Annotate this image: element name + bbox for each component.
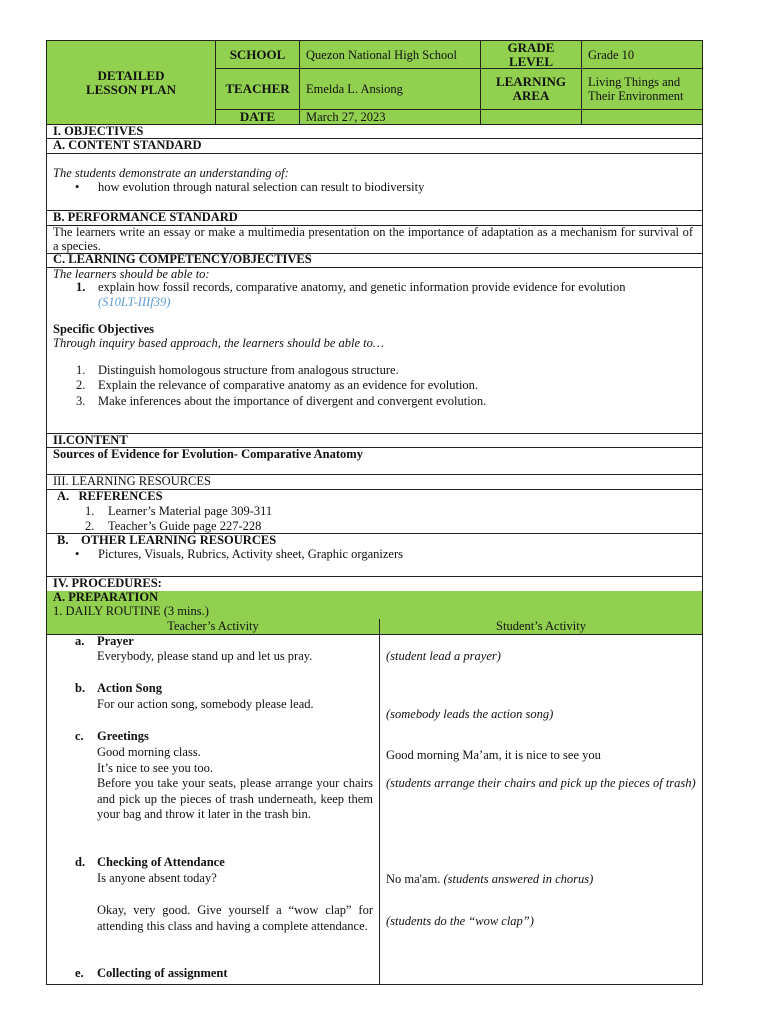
- reference-2-number: 2.: [85, 519, 95, 533]
- grade-level-label-text: GRADE LEVEL: [507, 39, 555, 69]
- teacher-value: Emelda L. Ansiong: [299, 68, 481, 110]
- grade-level-label: [480, 40, 582, 69]
- teacher-activity-header-text: Teacher’s Activity: [167, 619, 259, 633]
- specific-objectives-intro: Through inquiry based approach, the learners should be able to…: [53, 336, 384, 350]
- other-resources-label: B. OTHER LEARNING RESOURCES: [57, 533, 277, 547]
- specific-objective-2-text: Explain the relevance of comparative anatomy as an evidence for evolution.: [98, 378, 479, 392]
- lesson-plan-title: [46, 40, 216, 125]
- content-standard-body: [46, 153, 703, 211]
- wow-clap-student-response: (students do the “wow clap”): [386, 914, 534, 928]
- competency-body: [46, 267, 703, 434]
- daily-routine-heading: 1. DAILY ROUTINE (3 mins.): [46, 605, 703, 620]
- competency-item: [76, 280, 626, 295]
- specific-objective-2: [76, 378, 479, 393]
- attendance-student-response: [386, 872, 593, 887]
- school-label: SCHOOL: [215, 40, 300, 69]
- preparation-heading: A. PREPARATION: [46, 591, 703, 606]
- teacher-activity-header: [46, 619, 380, 635]
- song-letter: b.: [75, 681, 86, 695]
- song-title: Action Song: [97, 681, 162, 695]
- specific-objective-1: [76, 363, 399, 378]
- student-activity-column: [379, 634, 703, 985]
- prayer-letter: a.: [75, 634, 85, 648]
- content-heading: II.CONTENT: [46, 433, 703, 448]
- reference-1-text: Learner’s Material page 309-311: [108, 504, 273, 518]
- lesson-plan-title-text: DETAILED LESSON PLAN: [86, 67, 176, 97]
- date-label: DATE: [215, 109, 300, 125]
- specific-objective-3-text: Make inferences about the importance of divergent and convergent evolution.: [98, 394, 487, 408]
- performance-standard-heading: B. PERFORMANCE STANDARD: [46, 210, 703, 226]
- school-value: Quezon National High School: [299, 40, 481, 69]
- specific-objective-3: [76, 394, 487, 409]
- empty-cell-2: [581, 109, 703, 125]
- teacher-activity-column: [46, 634, 380, 985]
- student-activity-header-text: Student’s Activity: [496, 619, 586, 633]
- reference-1-number: 1.: [85, 504, 95, 518]
- content-standard-bullet: • how evolution through natural selection can result to biodiversity: [98, 180, 424, 195]
- other-resources-bullet: • Pictures, Visuals, Rubrics, Activity sheet, Graphic organizers: [98, 547, 403, 562]
- prayer-title: Prayer: [97, 634, 134, 648]
- competency-item-text: explain how fossil records, comparative anatomy, and genetic information provide evidence for evolution: [98, 280, 626, 294]
- arrange-chairs-student-response: (students arrange their chairs and pick up the pieces of trash): [386, 776, 696, 790]
- assignment-letter: e.: [75, 966, 84, 980]
- objectives-heading: I. OBJECTIVES: [46, 124, 703, 139]
- grade-level-value: Grade 10: [581, 40, 703, 69]
- learning-area-label: [480, 68, 582, 110]
- learning-area-value: Living Things and Their Environment: [581, 68, 703, 110]
- reference-1: [85, 504, 273, 519]
- content-standard-heading: A. CONTENT STANDARD: [46, 138, 703, 154]
- attendance-letter: d.: [75, 855, 86, 869]
- attendance-text: Is anyone absent today?: [97, 871, 217, 885]
- prayer-text: Everybody, please stand up and let us pray.: [97, 649, 313, 663]
- performance-standard-text: The learners write an essay or make a multimedia presentation on the importance of adaptation as a mechanism for survival of a species.: [53, 225, 693, 253]
- specific-objective-1-number: 1.: [76, 363, 86, 377]
- competency-heading: C. LEARNING COMPETENCY/OBJECTIVES: [46, 253, 703, 268]
- greetings-line-1: Good morning class.: [97, 745, 201, 759]
- teacher-label: TEACHER: [215, 68, 300, 110]
- student-activity-header: [379, 619, 703, 635]
- specific-objective-1-text: Distinguish homologous structure from analogous structure.: [98, 363, 399, 377]
- greetings-letter: c.: [75, 729, 84, 743]
- attendance-title: Checking of Attendance: [97, 855, 225, 869]
- reference-2-text: Teacher’s Guide page 227-228: [108, 519, 262, 533]
- content-standard-intro: The students demonstrate an understanding of:: [53, 166, 289, 180]
- date-value: March 27, 2023: [299, 109, 481, 125]
- specific-objective-2-number: 2.: [76, 378, 86, 392]
- specific-objective-3-number: 3.: [76, 394, 86, 408]
- competency-item-number: 1.: [76, 280, 86, 294]
- performance-standard-body: [46, 225, 703, 254]
- prayer-student-response: (student lead a prayer): [386, 649, 501, 663]
- song-text: For our action song, somebody please lead.: [97, 697, 314, 711]
- content-body: [46, 447, 703, 475]
- greetings-student-response: Good morning Ma’am, it is nice to see you: [386, 748, 601, 762]
- attendance-student-plain: No ma'am.: [386, 872, 441, 886]
- competency-code: (S10LT-IIIf39): [98, 295, 171, 309]
- content-text: Sources of Evidence for Evolution- Comparative Anatomy: [53, 447, 363, 461]
- references-body: [46, 489, 703, 534]
- attendance-student-italic: (students answered in chorus): [443, 872, 594, 886]
- song-student-response: (somebody leads the action song): [386, 707, 554, 721]
- resources-heading: III. LEARNING RESOURCES: [46, 474, 703, 490]
- other-resources-body: [46, 533, 703, 577]
- reference-2: [85, 519, 262, 534]
- competency-intro: The learners should be able to:: [53, 267, 210, 281]
- procedures-heading: IV. PROCEDURES:: [46, 576, 703, 592]
- assignment-title: Collecting of assignment: [97, 966, 228, 980]
- greetings-title: Greetings: [97, 729, 149, 743]
- greetings-paragraph: Before you take your seats, please arrange your chairs and pick up the pieces of trash underneath, keep them your bag and throw it later in the trash bin.: [97, 776, 373, 822]
- greetings-line-2: It’s nice to see you too.: [97, 761, 213, 775]
- learning-area-label-text: LEARNING AREA: [495, 74, 567, 103]
- references-label: A. REFERENCES: [57, 489, 163, 503]
- specific-objectives-heading: Specific Objectives: [53, 322, 155, 336]
- attendance-paragraph: Okay, very good. Give yourself a “wow clap” for attending this class and having a complete attendance.: [97, 903, 373, 933]
- empty-cell-1: [480, 109, 582, 125]
